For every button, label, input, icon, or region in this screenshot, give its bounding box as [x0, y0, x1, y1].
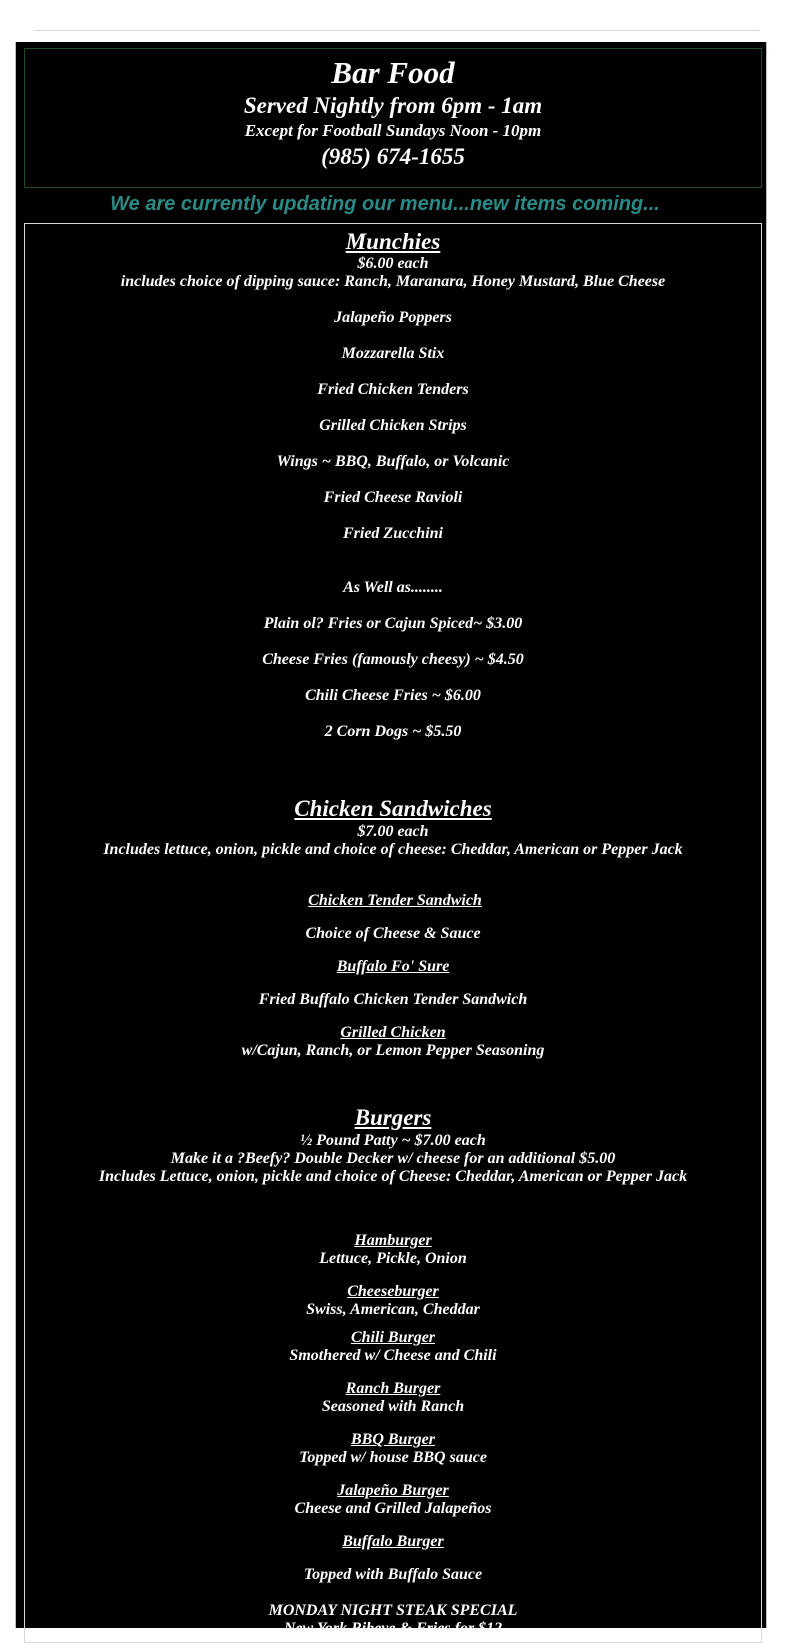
- munchies-price: $6.00 each: [357, 255, 429, 272]
- extra-item: Chili Cheese Fries ~ $6.00: [305, 687, 481, 704]
- extra-item: 2 Corn Dogs ~ $5.50: [324, 723, 462, 740]
- update-notice: We are currently updating our menu...new items coming...: [110, 193, 660, 215]
- burger-item-name: Hamburger: [354, 1232, 432, 1249]
- burger-item-desc: Topped w/ house BBQ sauce: [299, 1449, 487, 1466]
- exception-text: Except for Football Sundays Noon - 10pm: [244, 121, 542, 140]
- burger-item-desc: Seasoned with Ranch: [321, 1398, 465, 1415]
- burgers-title: Burgers: [354, 1105, 432, 1130]
- extra-item: Plain ol? Fries or Cajun Spiced~ $3.00: [263, 615, 523, 632]
- burger-item-name: Chili Burger: [350, 1329, 436, 1346]
- munchies-item: Mozzarella Stix: [341, 345, 445, 362]
- page-title: Bar Food: [331, 55, 455, 90]
- munchies-item: Grilled Chicken Strips: [319, 417, 467, 434]
- chicken-note: Includes lettuce, onion, pickle and choice of cheese: Cheddar, American or Pepper Jack: [103, 841, 683, 858]
- burger-item-desc: Smothered w/ Cheese and Chili: [289, 1347, 497, 1364]
- chicken-item-name: Chicken Tender Sandwich: [308, 892, 482, 909]
- chicken-item-desc: Fried Buffalo Chicken Tender Sandwich: [258, 991, 528, 1008]
- burger-item-name: Buffalo Burger: [342, 1533, 444, 1550]
- munchies-note: includes choice of dipping sauce: Ranch, Maranara, Honey Mustard, Blue Cheese: [120, 273, 666, 290]
- burger-item-desc: Swiss, American, Cheddar: [306, 1301, 480, 1318]
- chicken-item-desc: Choice of Cheese & Sauce: [305, 925, 481, 942]
- as-well-label: As Well as........: [343, 579, 443, 596]
- menu-box: [24, 223, 762, 1643]
- burger-item-desc: Topped with Buffalo Sauce: [303, 1566, 483, 1583]
- chicken-price: $7.00 each: [357, 823, 429, 840]
- burgers-double: Make it a ?Beefy? Double Decker w/ cheese for an additional $5.00: [170, 1150, 616, 1167]
- burgers-note: Includes Lettuce, onion, pickle and choice of Cheese: Cheddar, American or Pepper Jack: [98, 1168, 688, 1185]
- burger-item-desc: Cheese and Grilled Jalapeños: [294, 1500, 492, 1517]
- extra-item: Cheese Fries (famously cheesy) ~ $4.50: [262, 651, 524, 668]
- chicken-item-name: Buffalo Fo' Sure: [336, 958, 450, 975]
- burger-item-name: Cheeseburger: [347, 1283, 439, 1300]
- munchies-item: Fried Zucchini: [342, 525, 443, 542]
- phone-number: (985) 674-1655: [321, 144, 465, 169]
- munchies-title: Munchies: [345, 229, 441, 254]
- munchies-item: Jalapeño Poppers: [334, 309, 452, 326]
- munchies-item: Fried Chicken Tenders: [317, 381, 469, 398]
- munchies-item: Wings ~ BBQ, Buffalo, or Volcanic: [276, 453, 510, 470]
- chicken-title: Chicken Sandwiches: [294, 796, 492, 821]
- chicken-item-desc: w/Cajun, Ranch, or Lemon Pepper Seasoning: [241, 1042, 545, 1059]
- special-title: MONDAY NIGHT STEAK SPECIAL: [268, 1602, 518, 1619]
- burger-item-name: Jalapeño Burger: [337, 1482, 449, 1499]
- top-blank-strip: [16, 0, 766, 42]
- burgers-price: ½ Pound Patty ~ $7.00 each: [300, 1132, 486, 1149]
- header-box: [24, 48, 762, 188]
- burger-item-name: BBQ Burger: [350, 1431, 436, 1448]
- special-line: New York Ribeye & Fries for $12: [283, 1620, 503, 1637]
- chicken-item-name: Grilled Chicken: [340, 1024, 446, 1041]
- burger-item-name: Ranch Burger: [345, 1380, 441, 1397]
- top-divider: [34, 30, 759, 31]
- burger-item-desc: Lettuce, Pickle, Onion: [319, 1250, 467, 1267]
- munchies-item: Fried Cheese Ravioli: [323, 489, 463, 506]
- hours-text: Served Nightly from 6pm - 1am: [243, 93, 543, 118]
